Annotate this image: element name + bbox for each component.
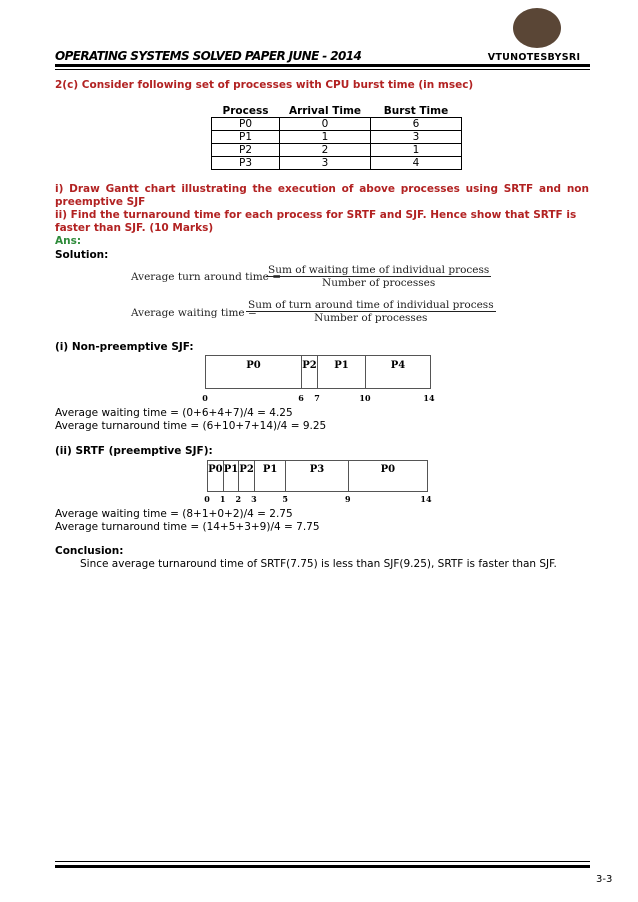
table-cell: 6 bbox=[371, 118, 462, 131]
gantt-segment: P2 bbox=[239, 461, 255, 491]
footer-divider bbox=[55, 865, 590, 868]
table-row bbox=[212, 118, 462, 131]
table-row bbox=[212, 144, 462, 157]
logo-text: VTUNOTESBYSRI bbox=[487, 52, 581, 63]
table-row bbox=[212, 131, 462, 144]
sjf-gantt-ticks bbox=[202, 393, 435, 403]
table-cell: P1 bbox=[212, 131, 280, 144]
table-cell: P0 bbox=[212, 118, 280, 131]
page-number: 3-3 bbox=[596, 874, 613, 885]
formula-avg-turnaround-fraction bbox=[266, 264, 491, 289]
gantt-tick-label: 6 bbox=[298, 393, 304, 403]
gantt-segment: P1 bbox=[255, 461, 286, 491]
formula-denominator: Number of processes bbox=[322, 277, 436, 289]
gantt-tick-label: 1 bbox=[219, 494, 226, 504]
srtf-gantt-ticks bbox=[204, 494, 432, 504]
formula-avg-waiting-fraction bbox=[246, 299, 496, 324]
gantt-segment: P0 bbox=[206, 356, 302, 388]
gantt-tick-label: 0 bbox=[202, 393, 208, 403]
gantt-tick-label: 7 bbox=[314, 393, 320, 403]
gantt-tick-label: 5 bbox=[282, 494, 288, 504]
srtf-gantt-chart bbox=[207, 460, 428, 492]
table-cell: 4 bbox=[371, 157, 462, 170]
table-header-row bbox=[212, 104, 462, 118]
srtf-avg-turnaround: Average turnaround time = (14+5+3+9)/4 = 7.75 bbox=[55, 521, 320, 533]
srtf-avg-waiting: Average waiting time = (8+1+0+2)/4 = 2.75 bbox=[55, 508, 293, 520]
table-cell: 1 bbox=[371, 144, 462, 157]
logo-image bbox=[513, 8, 561, 48]
srtf-heading: (ii) SRTF (preemptive SJF): bbox=[55, 445, 213, 457]
formula-numerator: Sum of waiting time of individual process bbox=[268, 264, 490, 276]
formula-denominator: Number of processes bbox=[314, 312, 428, 324]
gantt-tick-label: 2 bbox=[235, 494, 242, 504]
table-header-cell: Process bbox=[222, 104, 269, 117]
footer-divider-thin bbox=[55, 861, 590, 862]
gantt-segment: P4 bbox=[390, 360, 406, 371]
table-header-cell: Arrival Time bbox=[288, 104, 362, 117]
gantt-tick-label: 3 bbox=[251, 494, 257, 504]
gantt-segment: P1 bbox=[224, 461, 240, 491]
sjf-avg-waiting: Average waiting time = (0+6+4+7)/4 = 4.25 bbox=[55, 407, 293, 419]
gantt-tick-label: 14 bbox=[420, 494, 432, 504]
solution-label: Solution: bbox=[55, 249, 109, 261]
gantt-tick-label: 9 bbox=[344, 494, 351, 504]
sjf-heading: (i) Non-preemptive SJF: bbox=[55, 341, 194, 353]
gantt-segment: P3 bbox=[286, 461, 349, 491]
gantt-tick-label: 14 bbox=[423, 393, 435, 403]
table-cell: 3 bbox=[371, 131, 462, 144]
answer-label: Ans: bbox=[55, 235, 82, 247]
formula-avg-waiting-lhs: Average waiting time = bbox=[131, 307, 257, 319]
table-header-cell: Burst Time bbox=[383, 104, 449, 117]
gantt-segment: P1 bbox=[318, 356, 366, 388]
header-divider-thin bbox=[55, 69, 590, 70]
question-part-i: i) Draw Gantt chart illustrating the execution of above processes using SRTF and non preemptive SJF bbox=[55, 183, 589, 208]
table-cell: 1 bbox=[280, 131, 371, 144]
conclusion-text: Since average turnaround time of SRTF(7.75) is less than SJF(9.25), SRTF is faster than SJF. bbox=[80, 558, 557, 570]
process-table bbox=[211, 104, 462, 170]
gantt-tick-label: 10 bbox=[359, 393, 371, 403]
header-divider bbox=[55, 64, 590, 67]
gantt-segment: P0 bbox=[380, 464, 396, 475]
formula-avg-turnaround-lhs: Average turn around time = bbox=[131, 271, 282, 283]
sjf-avg-turnaround: Average turnaround time = (6+10+7+14)/4 = 9.25 bbox=[55, 420, 327, 432]
table-cell: 3 bbox=[280, 157, 371, 170]
formula-numerator: Sum of turn around time of individual process bbox=[248, 299, 494, 311]
header-title: OPERATING SYSTEMS SOLVED PAPER JUNE - 2014 bbox=[55, 49, 362, 63]
gantt-segment: P2 bbox=[302, 356, 318, 388]
table-cell: P3 bbox=[212, 157, 280, 170]
table-cell: 0 bbox=[280, 118, 371, 131]
table-row bbox=[212, 157, 462, 170]
conclusion-label: Conclusion: bbox=[55, 545, 124, 557]
gantt-segment: P0 bbox=[208, 461, 224, 491]
question-part-ii: ii) Find the turnaround time for each process for SRTF and SJF. Hence show that SRTF is faster than SJF. (10 Marks) bbox=[55, 209, 577, 234]
sjf-gantt-chart bbox=[205, 355, 431, 389]
table-cell: P2 bbox=[212, 144, 280, 157]
table-cell: 2 bbox=[280, 144, 371, 157]
question-text: 2(c) Consider following set of processes with CPU burst time (in msec) bbox=[55, 79, 474, 91]
gantt-tick-label: 0 bbox=[204, 494, 210, 504]
